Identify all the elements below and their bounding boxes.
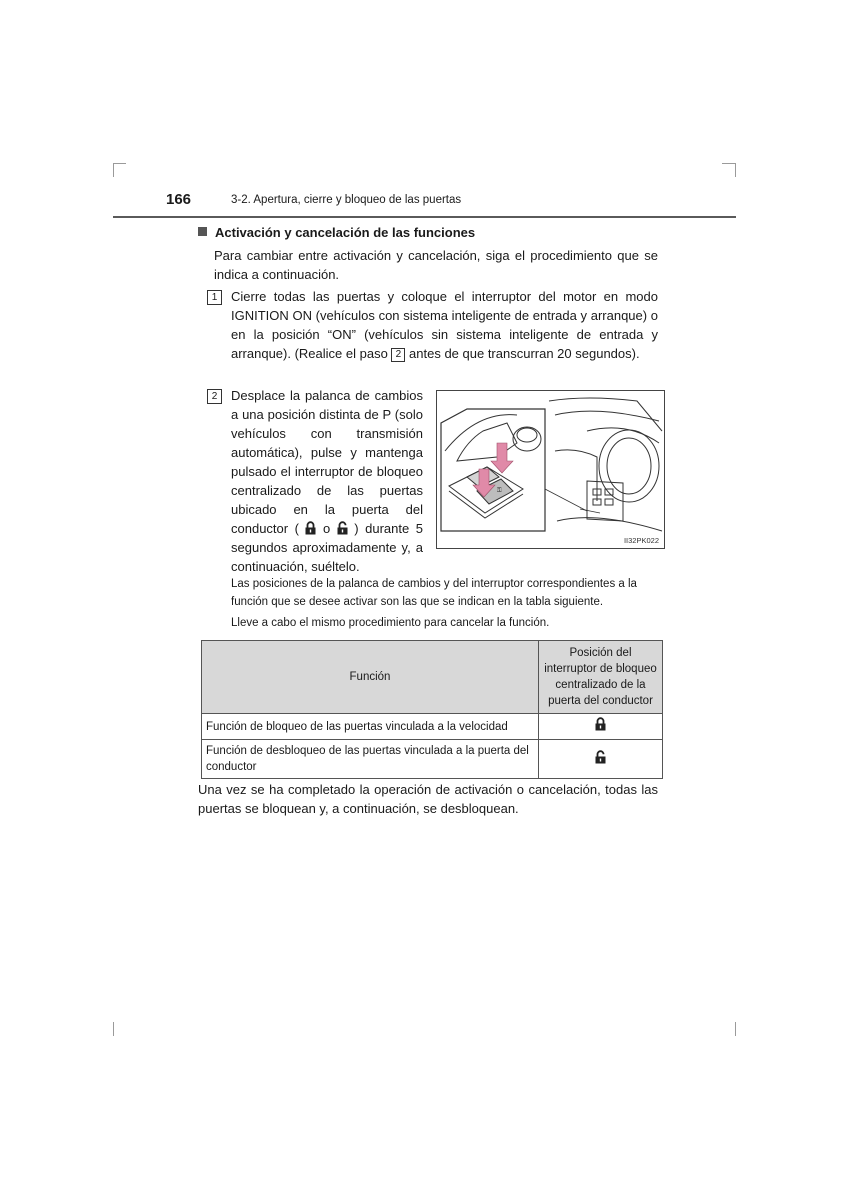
svg-text:⚿: ⚿ xyxy=(497,487,502,494)
table-header-cell: Posición del interruptor de bloqueo centralizado de la puerta del conductor xyxy=(539,641,663,714)
header-divider xyxy=(113,216,736,218)
page-number: 166 xyxy=(166,191,192,208)
crop-mark xyxy=(735,1022,736,1036)
step-1-text: Cierre todas las puertas y coloque el interruptor del motor en modo IGNITION ON (vehículos con sistema inteligente de entrada y arranque) o en la posición “ON” (vehículos sin sistema inteligente de entrada y arranque). (Realice el paso 2 antes de que transcurran 20 segundos). xyxy=(231,289,658,361)
table-cell xyxy=(539,740,663,779)
note-paragraph: Lleve a cabo el mismo procedimiento para cancelar la función. xyxy=(231,617,550,629)
function-table xyxy=(201,640,663,779)
table-header-row xyxy=(202,641,663,714)
table-cell xyxy=(539,714,663,740)
door-lock-switch-figure xyxy=(436,390,665,549)
step-number-badge: 1 xyxy=(207,290,222,305)
step-2-text: Desplace la palanca de cambios a una posición distinta de P (solo vehículos con transmisión automática), pulse y mantenga pulsado el interruptor de bloqueo centralizado de las puertas ubicado en la puerta del conductor ( o ) durante 5 segundos aproximadamente y, a continuación, suéltelo. xyxy=(231,388,423,574)
closing-paragraph: Una vez se ha completado la operación de activación o cancelación, todas las puertas se bloquean y, a continuación, se desbloquean. xyxy=(198,782,658,816)
section-title: Activación y cancelación de las funciones xyxy=(198,225,475,240)
table-row xyxy=(202,714,663,740)
lock-icon xyxy=(595,717,606,731)
door-lock-switch-illustration xyxy=(437,391,664,548)
figure-code: II32PK022 xyxy=(623,536,659,545)
crop-mark xyxy=(735,163,736,177)
table-cell: Función de bloqueo de las puertas vinculada a la velocidad xyxy=(202,714,539,740)
chapter-title: 3-2. Apertura, cierre y bloqueo de las puertas xyxy=(231,194,462,206)
step-number-badge: 2 xyxy=(207,389,222,404)
table-header-cell: Función xyxy=(202,641,539,714)
table-row xyxy=(202,740,663,779)
table-cell: Función de desbloqueo de las puertas vinculada a la puerta del conductor xyxy=(202,740,539,779)
crop-mark xyxy=(113,163,114,177)
intro-paragraph: Para cambiar entre activación y cancelación, siga el procedimiento que se indica a continuación. xyxy=(214,248,658,282)
crop-mark xyxy=(722,163,735,164)
crop-mark xyxy=(113,163,126,164)
unlock-icon xyxy=(337,521,348,535)
note-paragraph: Las posiciones de la palanca de cambios y del interruptor correspondientes a la función que se desee activar son las que se indican en la tabla siguiente. xyxy=(231,578,637,608)
bullet-square-icon xyxy=(198,227,207,236)
step-reference-badge: 2 xyxy=(391,348,405,362)
lock-icon xyxy=(305,521,316,535)
crop-mark xyxy=(113,1022,114,1036)
unlock-icon xyxy=(595,750,606,764)
